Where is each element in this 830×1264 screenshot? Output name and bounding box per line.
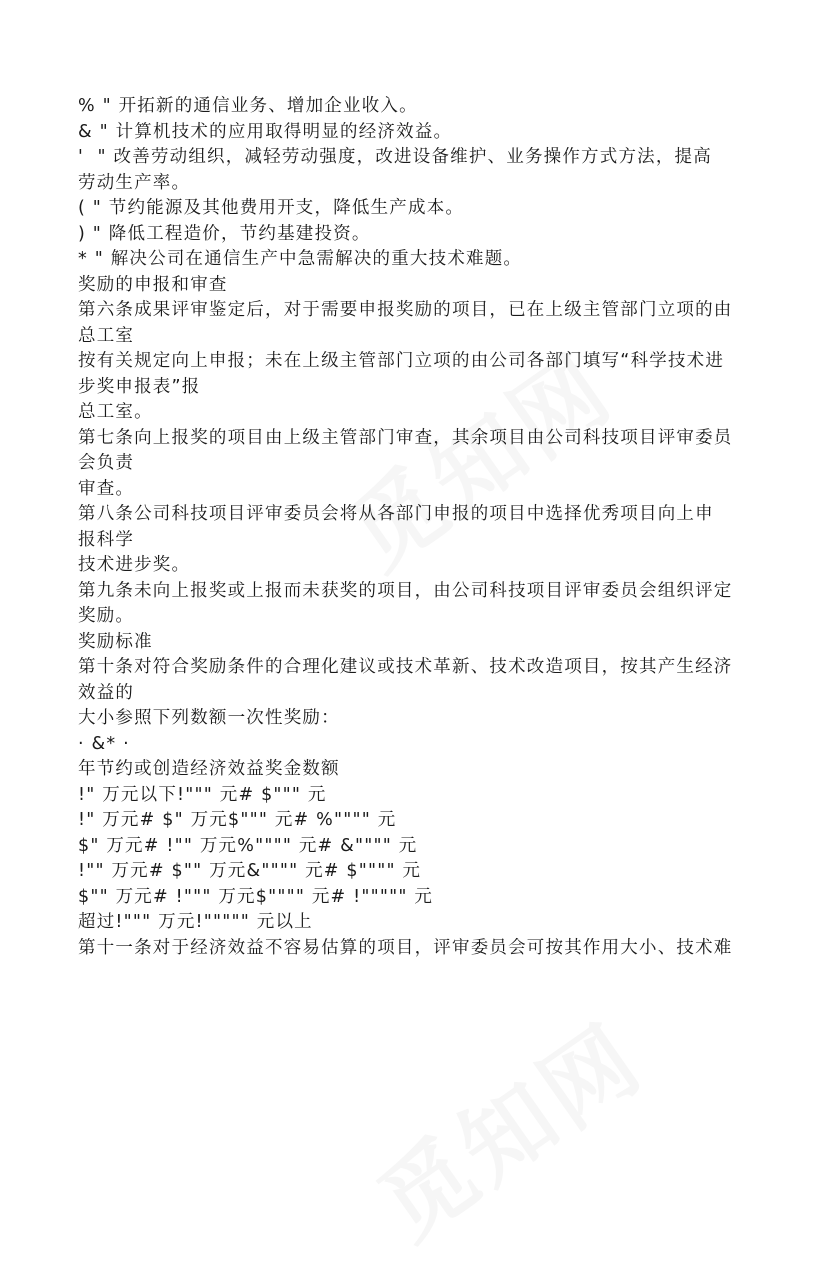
text-line: 按有关规定向上申报；未在上级主管部门立项的由公司各部门填写“科学技术进: [78, 351, 725, 371]
section-heading: 奖励的申报和审查: [78, 274, 228, 295]
text-line: 奖励。: [78, 606, 135, 626]
table-row: 超过!""" 万元!""""" 元以上: [78, 912, 313, 932]
text-line: 第十一条对于经济效益不容易估算的项目，评审委员会可按其作用大小、技术难: [78, 937, 733, 958]
table-row: !" 万元# $" 万元$""" 元# %"""" 元: [78, 810, 397, 830]
watermark: [349, 988, 666, 1264]
text-line: 总工室。: [78, 402, 153, 422]
section-heading: 奖励标准: [78, 631, 153, 652]
text-line: 第七条向上报奖的项目由上级主管部门审查，其余项目由公司科技项目评审委员: [78, 427, 733, 448]
text-line: 效益的: [78, 682, 135, 703]
table-row: $" 万元# !"" 万元%"""" 元# &"""" 元: [78, 835, 418, 856]
document-body: [78, 94, 758, 961]
text-line: * " 解决公司在通信生产中急需解决的重大技术难题。: [78, 249, 523, 269]
text-line: 步奖申报表”报: [78, 376, 201, 397]
table-row: $"" 万元# !""" 万元$"""" 元# !""""" 元: [78, 886, 434, 907]
table-header: 年节约或创造经济效益奖金数额: [78, 759, 340, 779]
table-row: !"" 万元# $"" 万元&"""" 元# $"""" 元: [78, 861, 422, 881]
text-line: 劳动生产率。: [78, 172, 191, 193]
text-line: 会负责: [78, 453, 135, 473]
text-line: 大小参照下列数额一次性奖励：: [78, 708, 340, 728]
text-line: ) " 降低工程造价，节约基建投资。: [78, 223, 371, 244]
text-line: 第九条未向上报奖或上报而未获奖的项目，由公司科技项目评审委员会组织评定: [78, 580, 733, 601]
text-line: 技术进步奖。: [78, 555, 191, 575]
text-line: 报科学: [78, 529, 135, 550]
text-line: 总工室: [78, 325, 135, 346]
text-line: 审查。: [78, 478, 135, 499]
text-line: ' " 改善劳动组织，减轻劳动强度，改进设备维护、业务操作方式方法，提高: [78, 147, 712, 167]
text-line: 第八条公司科技项目评审委员会将从各部门申报的项目中选择优秀项目向上申: [78, 504, 714, 524]
text-line: · &* ·: [78, 733, 130, 754]
text-line: ( " 节约能源及其他费用开支，降低生产成本。: [78, 198, 465, 218]
table-row: !" 万元以下!""" 元# $""" 元: [78, 784, 327, 805]
text-line: & " 计算机技术的应用取得明显的经济效益。: [78, 121, 453, 142]
text-line: 第六条成果评审鉴定后，对于需要申报奖励的项目，已在上级主管部门立项的由: [78, 300, 733, 320]
text-line: 第十条对符合奖励条件的合理化建议或技术革新、技术改造项目，按其产生经济: [78, 657, 733, 677]
text-line: % " 开拓新的通信业务、增加企业收入。: [78, 96, 418, 116]
